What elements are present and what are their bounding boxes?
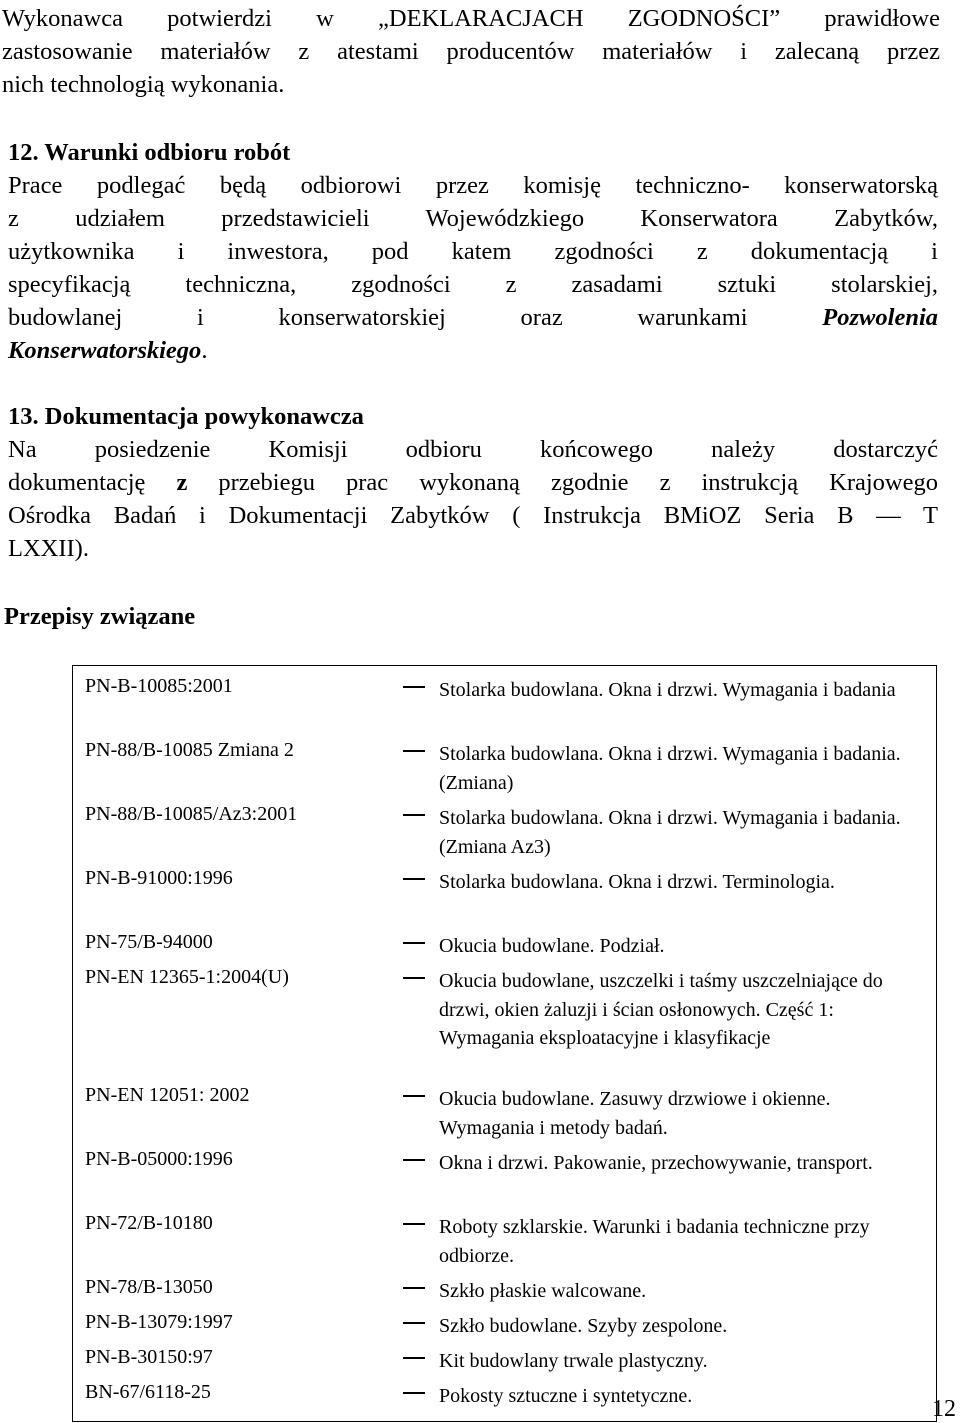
standard-description: Okucia budowlane, uszczelki i taśmy uszczelniające do drzwi, okien żaluzji i ścian osłonowych. Część 1: Wymagania eksploatacyjne i klasyfikacje xyxy=(439,970,883,1049)
intro-paragraph xyxy=(2,2,940,101)
dash-separator xyxy=(403,942,425,944)
standard-code: BN-67/6118-25 xyxy=(85,1381,211,1403)
standard-description: Okna i drzwi. Pakowanie, przechowywanie, transport. xyxy=(439,1152,873,1174)
standard-code: PN-88/B-10085 Zmiana 2 xyxy=(85,739,294,761)
standard-code: PN-B-05000:1996 xyxy=(85,1148,233,1170)
section-12 xyxy=(8,136,938,367)
standard-description: Szkło płaskie walcowane. xyxy=(439,1280,647,1302)
section-12-line: Prace podlegać będą odbiorowi przez komisję techniczno- konserwatorską xyxy=(8,172,938,199)
dash-separator xyxy=(403,1223,425,1225)
section-12-heading: 12. Warunki odbioru robót xyxy=(8,139,291,166)
standard-description: Okucia budowlane. Podział. xyxy=(439,935,665,957)
section-12-line: z udziałem przedstawicieli Wojewódzkiego Konserwatora Zabytków, xyxy=(8,205,938,232)
standard-code: PN-B-13079:1997 xyxy=(85,1311,233,1333)
standard-description: Roboty szklarskie. Warunki i badania techniczne przy odbiorze. xyxy=(439,1216,870,1267)
standards-table xyxy=(72,665,937,1422)
dash-separator xyxy=(403,814,425,816)
section-12-line: użytkownika i inwestora, pod katem zgodności z dokumentacją i xyxy=(8,238,938,265)
standard-code: PN-72/B-10180 xyxy=(85,1212,213,1234)
standard-code: PN-78/B-13050 xyxy=(85,1276,213,1298)
intro-line: nich technologią wykonania. xyxy=(2,71,285,98)
dash-separator xyxy=(403,1287,425,1289)
standard-description: Okucia budowlane. Zasuwy drzwiowe i okienne. Wymagania i metody badań. xyxy=(439,1088,831,1139)
standard-code: PN-B-30150:97 xyxy=(85,1346,213,1368)
standard-code: PN-B-91000:1996 xyxy=(85,867,233,889)
standard-description: Stolarka budowlana. Okna i drzwi. Wymagania i badania. (Zmiana Az3) xyxy=(439,807,901,858)
intro-line: Wykonawca potwierdzi w „DEKLARACJACH ZGODNOŚCI” prawidłowe xyxy=(2,5,940,32)
standard-code: PN-75/B-94000 xyxy=(85,931,213,953)
related-standards-heading: Przepisy związane xyxy=(4,603,196,630)
standard-description: Stolarka budowlana. Okna i drzwi. Terminologia. xyxy=(439,871,835,893)
page-number: 12 xyxy=(932,1396,956,1422)
dash-separator xyxy=(403,686,425,688)
standard-description: Stolarka budowlana. Okna i drzwi. Wymagania i badania. (Zmiana) xyxy=(439,743,901,794)
standard-description: Pokosty sztuczne i syntetyczne. xyxy=(439,1385,693,1407)
section-13-line: LXXII). xyxy=(8,535,89,562)
section-13 xyxy=(8,400,938,565)
dash-separator xyxy=(403,977,425,979)
standard-description: Kit budowlany trwale plastyczny. xyxy=(439,1350,708,1372)
section-13-heading: 13. Dokumentacja powykonawcza xyxy=(8,403,364,430)
section-13-line: Na posiedzenie Komisji odbioru końcowego należy dostarczyć xyxy=(8,436,938,463)
section-13-line: Ośrodka Badań i Dokumentacji Zabytków ( Instrukcja BMiOZ Seria B — T xyxy=(8,502,938,529)
section-12-line: budowlanej i konserwatorskiej oraz warunkami Pozwolenia xyxy=(8,304,939,331)
standard-code: PN-B-10085:2001 xyxy=(85,675,233,697)
dash-separator xyxy=(403,1095,425,1097)
dash-separator xyxy=(403,1357,425,1359)
standard-code: PN-EN 12365-1:2004(U) xyxy=(85,966,289,988)
standard-description: Szkło budowlane. Szyby zespolone. xyxy=(439,1315,728,1337)
intro-line: zastosowanie materiałów z atestami producentów materiałów i zalecaną przez xyxy=(2,38,940,65)
section-13-line: dokumentację z przebiegu prac wykonaną zgodnie z instrukcją Krajowego xyxy=(8,469,938,496)
standard-description: Stolarka budowlana. Okna i drzwi. Wymagania i badania xyxy=(439,679,896,701)
dash-separator xyxy=(403,1322,425,1324)
dash-separator xyxy=(403,750,425,752)
section-12-line: specyfikacją techniczna, zgodności z zasadami sztuki stolarskiej, xyxy=(8,271,938,298)
section-12-line: Konserwatorskiego. xyxy=(8,337,208,364)
dash-separator xyxy=(403,1392,425,1394)
standard-code: PN-88/B-10085/Az3:2001 xyxy=(85,803,298,825)
dash-separator xyxy=(403,1159,425,1161)
standard-code: PN-EN 12051: 2002 xyxy=(85,1084,250,1106)
dash-separator xyxy=(403,878,425,880)
